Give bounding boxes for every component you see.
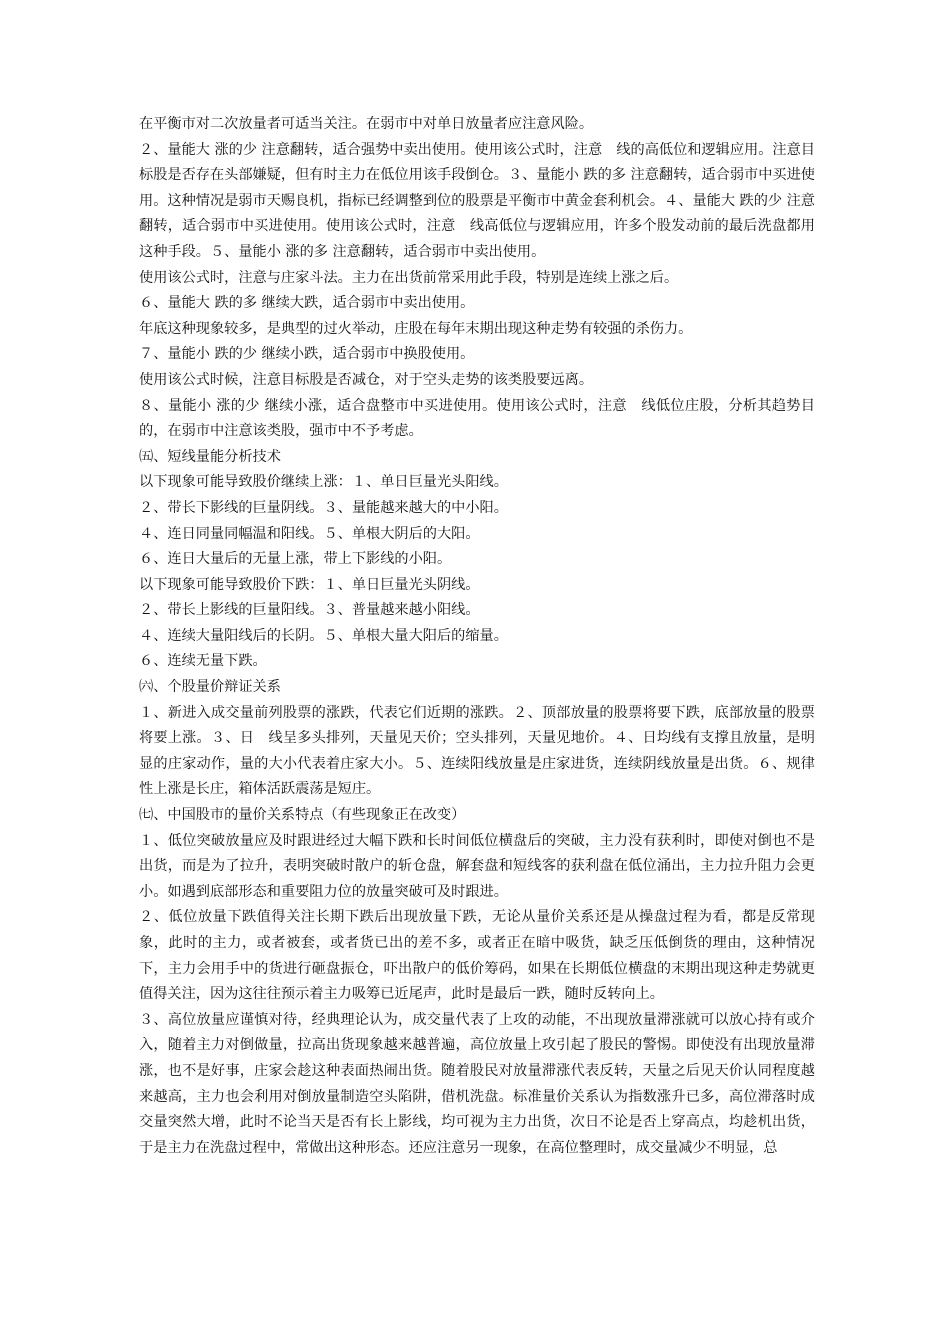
paragraph: ６、量能大 跌的多 继续大跌，适合弱市中卖出使用。 — [139, 295, 475, 312]
paragraph: ２、带长上影线的巨量阳线。３、普量越来越小阳线。 — [139, 602, 480, 619]
paragraph: 使用该公式时，注意与庄家斗法。主力在出货前常采用此手段，特别是连续上涨之后。 — [139, 269, 679, 286]
paragraph: ４、连续大量阳线后的长阴。５、单根大量大阳后的缩量。 — [139, 627, 508, 644]
paragraph: ４、连日同量同幅温和阳线。５、单根大阴后的大阳。 — [139, 525, 480, 542]
paragraph: ６、连续无量下跌。 — [139, 653, 267, 670]
section-heading: ㈦、中国股市的量价关系特点（有些现象正在改变） — [139, 807, 466, 824]
paragraph: ８、量能小 涨的少 继续小涨，适合盘整市中买进使用。使用该公式时，注意 线低位庄股，分析其趋势目的，在弱市中注意该类股，强市中不予考虑。 — [139, 397, 815, 440]
paragraph: ２、低位放量下跌值得关注长期下跌后出现放量下跌，无论从量价关系还是从操盘过程为看，都是反常现象，此时的主力，或者被套，或者货已出的差不多，或者正在暗中吸货，缺乏压低倒货的理由，这种情况下，主力会用手中的货进行砸盘振仓，吓出散户的低价筹码，如果在长期低位横盘的末期出现这种走势就更值得关注，因为这往往预示着主力吸筹已近尾声，此时是最后一跌，随时反转向上。 — [139, 909, 815, 1003]
paragraph: １、低位突破放量应及时跟进经过大幅下跌和长时间低位横盘后的突破，主力没有获利时，即使对倒也不是出货，而是为了拉升，表明突破时散户的斩仓盘，解套盘和短线客的获利盘在低位涌出，主力拉升阻力会更小。如遇到底部形态和重要阻力位的放量突破可及时跟进。 — [139, 832, 815, 900]
paragraph: 年底这种现象较多，是典型的过火举动，庄股在每年末期出现这种走势有较强的杀伤力。 — [139, 320, 693, 337]
paragraph: ７、量能小 跌的少 继续小跌，适合弱市中换股使用。 — [139, 346, 475, 363]
paragraph: ３、高位放量应谨慎对待，经典理论认为，成交量代表了上攻的动能，不出现放量滞涨就可以放心持有或介入，随着主力对倒做量，拉高出货现象越来越普遍，高位放量上攻引起了股民的警惕。即使没有出现放量滞涨，也不是好事，庄家会趁这种表面热闹出货。随着股民对放量滞涨代表反转，天量之后见天价认同程度越来越高，主力也会利用对倒放量制造空头陷阱，借机洗盘。标准量价关系认为指数涨升已多，高位滞落时成交量突然大增，此时不论当天是否有长上影线，均可视为主力出货，次日不论是否上穿高点，均趁机出货，于是主力在洗盘过程中，常做出这种形态。还应注意另一现象，在高位整理时，成交量减少不明显，总 — [139, 1011, 815, 1156]
paragraph: １、新进入成交量前列股票的涨跌，代表它们近期的涨跌。２、顶部放量的股票将要下跌，底部放量的股票将要上涨。３、日 线呈多头排列，天量见天价；空头排列，天量见地价。４、日均线有支撑且放量，是明显的庄家动作，量的大小代表着庄家大小。５、连续阳线放量是庄家进货，连续阴线放量是出货。６、规律性上涨是长庄，箱体活跃震荡是短庄。 — [139, 704, 815, 798]
paragraph: ２、带长下影线的巨量阴线。３、量能越来越大的中小阳。 — [139, 499, 508, 516]
document-body — [139, 112, 815, 1161]
paragraph: 使用该公式时候，注意目标股是否减仓，对于空头走势的该类股要远离。 — [139, 371, 594, 388]
section-heading: ㈤、短线量能分析技术 — [139, 448, 281, 465]
paragraph: ６、连日大量后的无量上涨，带上下影线的小阳。 — [139, 551, 452, 568]
paragraph: 以下现象可能导致股价继续上涨：１、单日巨量光头阳线。 — [139, 474, 508, 491]
paragraph: ２、量能大 涨的少 注意翻转，适合强势中卖出使用。使用该公式时，注意 线的高低位和逻辑应用。注意目标股是否存在头部嫌疑，但有时主力在低位用该手段倒仓。３、量能小 跌的多 注意翻转，适合弱市中买进使用。这种情况是弱市天赐良机，指标已经调整到位的股票是平衡市中黄金套利机会。４、量能大 跌的少 注意翻转，适合弱市中买进使用。使用该公式时，注意 线高低位与逻辑应用，许多个股发动前的最后洗盘都用这种手段。５、量能小 涨的多 注意翻转，适合弱市中卖出使用。 — [139, 141, 815, 260]
section-heading: ㈥、个股量价辩证关系 — [139, 679, 281, 696]
paragraph: 在平衡市对二次放量者可适当关注。在弱市中对单日放量者应注意风险。 — [139, 116, 594, 132]
paragraph: 以下现象可能导致股价下跌：１、单日巨量光头阴线。 — [139, 576, 480, 593]
